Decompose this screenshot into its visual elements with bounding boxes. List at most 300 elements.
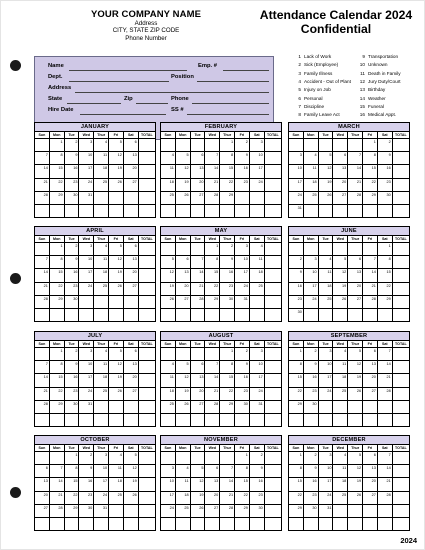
day-cell[interactable]: 18 [333, 478, 348, 491]
day-cell[interactable]: 25 [161, 192, 176, 205]
week-total-cell[interactable] [139, 348, 155, 361]
day-cell[interactable]: 2 [220, 243, 235, 256]
day-cell[interactable]: 8 [220, 152, 235, 165]
day-cell[interactable]: 6 [333, 152, 348, 165]
day-cell[interactable]: 27 [191, 192, 206, 205]
day-cell[interactable]: 4 [94, 139, 109, 152]
week-total-cell[interactable] [265, 388, 281, 401]
day-cell[interactable]: 30 [378, 192, 393, 205]
day-cell[interactable]: 11 [250, 256, 265, 269]
day-cell[interactable]: 1 [235, 452, 250, 465]
day-cell[interactable]: 21 [35, 388, 50, 401]
day-cell[interactable]: 15 [50, 374, 65, 387]
week-total-cell[interactable] [139, 296, 155, 309]
day-cell[interactable]: 15 [378, 269, 393, 282]
day-cell[interactable]: 12 [176, 374, 191, 387]
day-cell[interactable]: 29 [378, 296, 393, 309]
day-cell[interactable]: 13 [363, 465, 378, 478]
day-cell[interactable]: 29 [205, 296, 220, 309]
day-cell[interactable]: 30 [250, 505, 265, 518]
day-cell[interactable]: 26 [161, 296, 176, 309]
day-cell[interactable]: 7 [205, 152, 220, 165]
day-cell[interactable]: 23 [235, 179, 250, 192]
day-cell[interactable]: 26 [333, 296, 348, 309]
day-cell[interactable]: 18 [250, 269, 265, 282]
day-cell[interactable]: 25 [319, 296, 334, 309]
day-cell[interactable]: 17 [79, 165, 94, 178]
day-cell[interactable]: 5 [319, 152, 334, 165]
day-cell[interactable]: 4 [109, 452, 124, 465]
day-cell[interactable]: 20 [191, 388, 206, 401]
day-cell[interactable]: 9 [378, 152, 393, 165]
week-total-cell[interactable] [393, 465, 409, 478]
day-cell[interactable]: 2 [65, 139, 80, 152]
day-cell[interactable]: 19 [109, 165, 124, 178]
day-cell[interactable]: 10 [289, 165, 304, 178]
day-cell[interactable]: 26 [348, 492, 363, 505]
day-cell[interactable]: 17 [161, 492, 176, 505]
day-cell[interactable]: 5 [176, 152, 191, 165]
day-cell[interactable]: 28 [191, 296, 206, 309]
day-cell[interactable]: 12 [176, 165, 191, 178]
week-total-cell[interactable] [139, 361, 155, 374]
day-cell[interactable]: 21 [378, 478, 393, 491]
day-cell[interactable]: 3 [79, 348, 94, 361]
day-cell[interactable]: 31 [79, 401, 94, 414]
day-cell[interactable]: 14 [205, 374, 220, 387]
day-cell[interactable]: 27 [124, 388, 139, 401]
day-cell[interactable]: 14 [35, 165, 50, 178]
day-cell[interactable]: 8 [50, 256, 65, 269]
day-cell[interactable]: 7 [50, 465, 65, 478]
week-total-cell[interactable] [265, 139, 281, 152]
day-cell[interactable]: 5 [191, 465, 206, 478]
week-total-cell[interactable] [393, 192, 409, 205]
day-cell[interactable]: 19 [348, 478, 363, 491]
day-cell[interactable]: 28 [348, 192, 363, 205]
week-total-cell[interactable] [265, 374, 281, 387]
day-cell[interactable]: 8 [289, 465, 304, 478]
day-cell[interactable]: 13 [35, 478, 50, 491]
day-cell[interactable]: 23 [235, 388, 250, 401]
day-cell[interactable]: 3 [94, 452, 109, 465]
day-cell[interactable]: 12 [109, 152, 124, 165]
day-cell[interactable]: 24 [79, 283, 94, 296]
day-cell[interactable]: 1 [289, 452, 304, 465]
day-cell[interactable]: 12 [348, 361, 363, 374]
day-cell[interactable]: 21 [363, 283, 378, 296]
day-cell[interactable]: 27 [363, 388, 378, 401]
day-cell[interactable]: 27 [205, 505, 220, 518]
day-cell[interactable]: 9 [235, 152, 250, 165]
day-cell[interactable]: 13 [348, 269, 363, 282]
day-cell[interactable]: 6 [363, 348, 378, 361]
day-cell[interactable]: 17 [250, 165, 265, 178]
day-cell[interactable]: 7 [191, 256, 206, 269]
day-cell[interactable]: 2 [79, 452, 94, 465]
day-cell[interactable]: 24 [250, 388, 265, 401]
day-cell[interactable]: 22 [50, 283, 65, 296]
day-cell[interactable]: 27 [35, 505, 50, 518]
day-cell[interactable]: 24 [161, 505, 176, 518]
day-cell[interactable]: 19 [124, 478, 139, 491]
day-cell[interactable]: 30 [304, 505, 319, 518]
day-cell[interactable]: 17 [94, 478, 109, 491]
day-cell[interactable]: 11 [161, 165, 176, 178]
week-total-cell[interactable] [265, 465, 281, 478]
week-total-cell[interactable] [139, 414, 155, 427]
day-cell[interactable]: 16 [289, 283, 304, 296]
week-total-cell[interactable] [265, 492, 281, 505]
day-cell[interactable]: 16 [220, 269, 235, 282]
day-cell[interactable]: 1 [205, 243, 220, 256]
day-cell[interactable]: 22 [205, 283, 220, 296]
day-cell[interactable]: 21 [220, 492, 235, 505]
day-cell[interactable]: 9 [65, 256, 80, 269]
week-total-cell[interactable] [139, 492, 155, 505]
day-cell[interactable]: 8 [220, 361, 235, 374]
day-cell[interactable]: 17 [79, 269, 94, 282]
week-total-cell[interactable] [139, 256, 155, 269]
week-total-cell[interactable] [393, 256, 409, 269]
day-cell[interactable]: 21 [50, 492, 65, 505]
day-cell[interactable]: 14 [205, 165, 220, 178]
day-cell[interactable]: 18 [94, 269, 109, 282]
day-cell[interactable]: 12 [124, 465, 139, 478]
day-cell[interactable]: 10 [235, 256, 250, 269]
day-cell[interactable]: 20 [124, 269, 139, 282]
day-cell[interactable]: 16 [65, 269, 80, 282]
day-cell[interactable]: 30 [65, 401, 80, 414]
day-cell[interactable]: 7 [205, 361, 220, 374]
day-cell[interactable]: 4 [176, 465, 191, 478]
day-cell[interactable]: 28 [205, 401, 220, 414]
day-cell[interactable]: 8 [50, 361, 65, 374]
day-cell[interactable]: 26 [319, 192, 334, 205]
day-cell[interactable]: 6 [205, 465, 220, 478]
day-cell[interactable]: 13 [363, 361, 378, 374]
day-cell[interactable]: 19 [348, 374, 363, 387]
day-cell[interactable]: 14 [35, 269, 50, 282]
day-cell[interactable]: 20 [348, 283, 363, 296]
day-cell[interactable]: 14 [378, 361, 393, 374]
week-total-cell[interactable] [139, 269, 155, 282]
day-cell[interactable]: 28 [378, 388, 393, 401]
day-cell[interactable]: 14 [378, 465, 393, 478]
day-cell[interactable]: 8 [50, 152, 65, 165]
day-cell[interactable]: 15 [50, 269, 65, 282]
day-cell[interactable]: 7 [348, 152, 363, 165]
day-cell[interactable]: 11 [333, 361, 348, 374]
week-total-cell[interactable] [265, 401, 281, 414]
day-cell[interactable]: 26 [124, 492, 139, 505]
day-cell[interactable]: 24 [250, 179, 265, 192]
day-cell[interactable]: 4 [333, 348, 348, 361]
week-total-cell[interactable] [393, 452, 409, 465]
day-cell[interactable]: 2 [65, 348, 80, 361]
day-cell[interactable]: 22 [378, 283, 393, 296]
day-cell[interactable]: 25 [176, 505, 191, 518]
day-cell[interactable]: 10 [79, 361, 94, 374]
day-cell[interactable]: 12 [348, 465, 363, 478]
day-cell[interactable]: 6 [348, 256, 363, 269]
day-cell[interactable]: 22 [220, 388, 235, 401]
day-cell[interactable]: 21 [205, 388, 220, 401]
day-cell[interactable]: 4 [94, 243, 109, 256]
day-cell[interactable]: 24 [235, 283, 250, 296]
day-cell[interactable]: 21 [35, 179, 50, 192]
day-cell[interactable]: 17 [319, 374, 334, 387]
day-cell[interactable]: 16 [250, 478, 265, 491]
day-cell[interactable]: 17 [79, 374, 94, 387]
day-cell[interactable]: 3 [289, 152, 304, 165]
day-cell[interactable]: 17 [304, 283, 319, 296]
day-cell[interactable]: 28 [363, 296, 378, 309]
week-total-cell[interactable] [265, 309, 281, 322]
week-total-cell[interactable] [139, 179, 155, 192]
day-cell[interactable]: 19 [109, 374, 124, 387]
day-cell[interactable]: 23 [304, 492, 319, 505]
day-cell[interactable]: 1 [50, 243, 65, 256]
week-total-cell[interactable] [139, 465, 155, 478]
day-cell[interactable]: 29 [289, 401, 304, 414]
day-cell[interactable]: 23 [304, 388, 319, 401]
day-cell[interactable]: 29 [235, 505, 250, 518]
day-cell[interactable]: 24 [289, 192, 304, 205]
day-cell[interactable]: 7 [378, 348, 393, 361]
day-cell[interactable]: 24 [79, 388, 94, 401]
day-cell[interactable]: 12 [191, 478, 206, 491]
day-cell[interactable]: 7 [378, 452, 393, 465]
week-total-cell[interactable] [139, 205, 155, 218]
day-cell[interactable]: 25 [333, 388, 348, 401]
week-total-cell[interactable] [265, 165, 281, 178]
day-cell[interactable]: 21 [348, 179, 363, 192]
day-cell[interactable]: 4 [94, 348, 109, 361]
day-cell[interactable]: 15 [235, 478, 250, 491]
day-cell[interactable]: 29 [363, 192, 378, 205]
day-cell[interactable]: 5 [176, 361, 191, 374]
day-cell[interactable]: 25 [94, 388, 109, 401]
week-total-cell[interactable] [393, 243, 409, 256]
day-cell[interactable]: 26 [109, 388, 124, 401]
day-cell[interactable]: 11 [304, 165, 319, 178]
day-cell[interactable]: 20 [363, 374, 378, 387]
day-cell[interactable]: 14 [191, 269, 206, 282]
day-cell[interactable]: 2 [250, 452, 265, 465]
day-cell[interactable]: 6 [191, 152, 206, 165]
day-cell[interactable]: 16 [65, 165, 80, 178]
day-cell[interactable]: 19 [161, 283, 176, 296]
day-cell[interactable]: 3 [79, 243, 94, 256]
day-cell[interactable]: 21 [378, 374, 393, 387]
day-cell[interactable]: 20 [35, 492, 50, 505]
day-cell[interactable]: 24 [319, 388, 334, 401]
hire-date-field[interactable] [80, 114, 166, 115]
day-cell[interactable]: 12 [319, 165, 334, 178]
day-cell[interactable]: 25 [94, 179, 109, 192]
day-cell[interactable]: 4 [319, 256, 334, 269]
day-cell[interactable]: 15 [205, 269, 220, 282]
day-cell[interactable]: 1 [220, 348, 235, 361]
day-cell[interactable]: 28 [205, 192, 220, 205]
day-cell[interactable]: 26 [176, 401, 191, 414]
day-cell[interactable]: 15 [220, 165, 235, 178]
week-total-cell[interactable] [265, 414, 281, 427]
day-cell[interactable]: 28 [378, 492, 393, 505]
day-cell[interactable]: 28 [35, 401, 50, 414]
day-cell[interactable]: 1 [378, 243, 393, 256]
day-cell[interactable]: 18 [161, 388, 176, 401]
day-cell[interactable]: 20 [191, 179, 206, 192]
day-cell[interactable]: 8 [363, 152, 378, 165]
week-total-cell[interactable] [393, 374, 409, 387]
day-cell[interactable]: 21 [191, 283, 206, 296]
day-cell[interactable]: 16 [235, 165, 250, 178]
week-total-cell[interactable] [139, 165, 155, 178]
address-field[interactable] [75, 92, 269, 93]
week-total-cell[interactable] [393, 283, 409, 296]
week-total-cell[interactable] [139, 139, 155, 152]
day-cell[interactable]: 1 [289, 348, 304, 361]
day-cell[interactable]: 26 [109, 283, 124, 296]
week-total-cell[interactable] [265, 283, 281, 296]
day-cell[interactable]: 25 [94, 283, 109, 296]
day-cell[interactable]: 30 [220, 296, 235, 309]
day-cell[interactable]: 5 [348, 348, 363, 361]
week-total-cell[interactable] [265, 505, 281, 518]
day-cell[interactable]: 4 [304, 152, 319, 165]
day-cell[interactable]: 20 [333, 179, 348, 192]
day-cell[interactable]: 18 [176, 492, 191, 505]
day-cell[interactable]: 20 [124, 165, 139, 178]
day-cell[interactable]: 24 [304, 296, 319, 309]
week-total-cell[interactable] [139, 452, 155, 465]
day-cell[interactable]: 11 [333, 465, 348, 478]
day-cell[interactable]: 16 [235, 374, 250, 387]
day-cell[interactable]: 28 [35, 296, 50, 309]
day-cell[interactable]: 9 [220, 256, 235, 269]
day-cell[interactable]: 20 [205, 492, 220, 505]
day-cell[interactable]: 13 [333, 165, 348, 178]
day-cell[interactable]: 24 [79, 179, 94, 192]
day-cell[interactable]: 24 [94, 492, 109, 505]
day-cell[interactable]: 30 [289, 309, 304, 322]
zip-field[interactable] [136, 103, 168, 104]
day-cell[interactable]: 5 [124, 452, 139, 465]
day-cell[interactable]: 11 [161, 374, 176, 387]
week-total-cell[interactable] [393, 139, 409, 152]
day-cell[interactable]: 18 [333, 374, 348, 387]
day-cell[interactable]: 1 [50, 139, 65, 152]
day-cell[interactable]: 20 [176, 283, 191, 296]
day-cell[interactable]: 8 [205, 256, 220, 269]
day-cell[interactable]: 7 [35, 361, 50, 374]
day-cell[interactable]: 9 [79, 465, 94, 478]
week-total-cell[interactable] [139, 309, 155, 322]
day-cell[interactable]: 27 [124, 283, 139, 296]
day-cell[interactable]: 16 [304, 478, 319, 491]
week-total-cell[interactable] [265, 243, 281, 256]
day-cell[interactable]: 26 [109, 179, 124, 192]
week-total-cell[interactable] [265, 452, 281, 465]
day-cell[interactable]: 12 [109, 361, 124, 374]
day-cell[interactable]: 23 [378, 179, 393, 192]
day-cell[interactable]: 8 [289, 361, 304, 374]
day-cell[interactable]: 11 [94, 256, 109, 269]
day-cell[interactable]: 15 [289, 374, 304, 387]
ss-field[interactable] [187, 114, 269, 115]
day-cell[interactable]: 13 [191, 165, 206, 178]
week-total-cell[interactable] [139, 374, 155, 387]
day-cell[interactable]: 4 [333, 452, 348, 465]
day-cell[interactable]: 29 [50, 401, 65, 414]
week-total-cell[interactable] [139, 401, 155, 414]
day-cell[interactable]: 27 [363, 492, 378, 505]
week-total-cell[interactable] [393, 269, 409, 282]
day-cell[interactable]: 25 [333, 492, 348, 505]
day-cell[interactable]: 15 [363, 165, 378, 178]
day-cell[interactable]: 29 [220, 192, 235, 205]
week-total-cell[interactable] [393, 296, 409, 309]
day-cell[interactable]: 6 [124, 348, 139, 361]
day-cell[interactable]: 26 [176, 192, 191, 205]
day-cell[interactable]: 9 [304, 465, 319, 478]
day-cell[interactable]: 11 [319, 269, 334, 282]
week-total-cell[interactable] [393, 348, 409, 361]
week-total-cell[interactable] [139, 505, 155, 518]
day-cell[interactable]: 23 [220, 283, 235, 296]
day-cell[interactable]: 12 [109, 256, 124, 269]
day-cell[interactable]: 5 [109, 348, 124, 361]
day-cell[interactable]: 14 [35, 374, 50, 387]
day-cell[interactable]: 19 [191, 492, 206, 505]
week-total-cell[interactable] [393, 205, 409, 218]
day-cell[interactable]: 3 [250, 139, 265, 152]
day-cell[interactable]: 9 [304, 361, 319, 374]
day-cell[interactable]: 1 [50, 348, 65, 361]
day-cell[interactable]: 15 [289, 478, 304, 491]
day-cell[interactable]: 23 [65, 283, 80, 296]
dept-field[interactable] [69, 81, 169, 82]
day-cell[interactable]: 14 [363, 269, 378, 282]
day-cell[interactable]: 16 [304, 374, 319, 387]
week-total-cell[interactable] [393, 361, 409, 374]
day-cell[interactable]: 1 [65, 452, 80, 465]
day-cell[interactable]: 13 [205, 478, 220, 491]
day-cell[interactable]: 5 [333, 256, 348, 269]
day-cell[interactable]: 6 [176, 256, 191, 269]
day-cell[interactable]: 9 [235, 361, 250, 374]
day-cell[interactable]: 3 [250, 348, 265, 361]
day-cell[interactable]: 31 [94, 505, 109, 518]
day-cell[interactable]: 5 [161, 256, 176, 269]
day-cell[interactable]: 27 [348, 296, 363, 309]
day-cell[interactable]: 9 [65, 361, 80, 374]
day-cell[interactable]: 6 [124, 139, 139, 152]
day-cell[interactable]: 6 [35, 465, 50, 478]
day-cell[interactable]: 16 [65, 374, 80, 387]
day-cell[interactable]: 23 [65, 388, 80, 401]
day-cell[interactable]: 13 [124, 256, 139, 269]
week-total-cell[interactable] [265, 478, 281, 491]
day-cell[interactable]: 6 [191, 361, 206, 374]
day-cell[interactable]: 23 [289, 296, 304, 309]
week-total-cell[interactable] [139, 243, 155, 256]
day-cell[interactable]: 19 [333, 283, 348, 296]
day-cell[interactable]: 2 [65, 243, 80, 256]
day-cell[interactable]: 15 [65, 478, 80, 491]
